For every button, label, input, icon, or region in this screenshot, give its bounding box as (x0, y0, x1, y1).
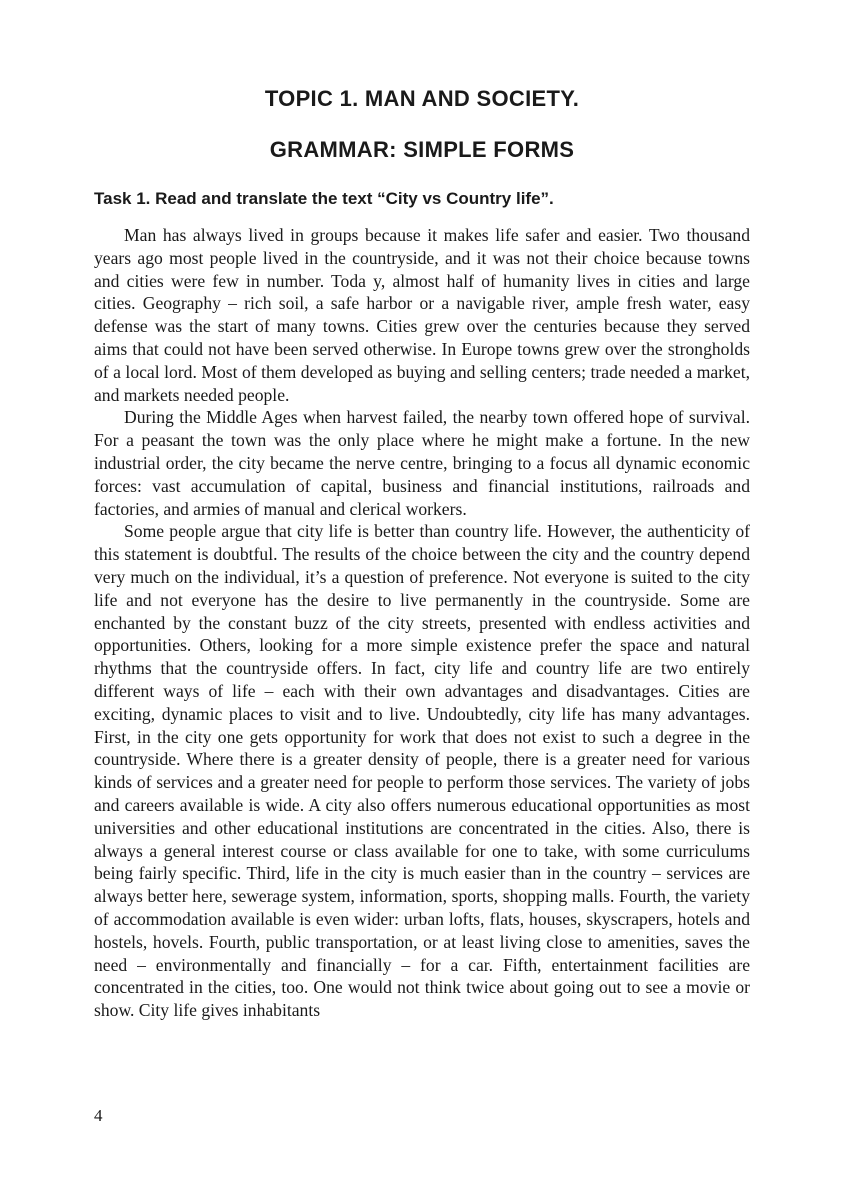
paragraph-1: Man has always lived in groups because it makes life safer and easier. Two thousand years ago most people lived in the countryside, and it was not their choice because towns and cities were few in number. Toda y, almost half of humanity lives in cities and large cities. Geography – rich soil, a safe harbor or a navigable river, ample fresh water, easy defense was the start of many towns. Cities grew over the centuries because they served aims that could not have been served otherwise. In Europe towns grew over the strongholds of a local lord. Most of them developed as buying and selling centers; trade needed a market, and markets needed people. (94, 225, 750, 405)
paragraph-2: During the Middle Ages when harvest failed, the nearby town offered hope of survival. For a peasant the town was the only place where he might make a fortune. In the new industrial order, the city became the nerve centre, bringing to a focus all dynamic economic forces: vast accumulation of capital, business and financial institutions, railroads and factories, and armies of manual and clerical workers. (94, 407, 750, 519)
paragraph-3: Some people argue that city life is better than country life. However, the authenticity of this statement is doubtful. The results of the choice between the city and the country depend very much on the individual, it’s a question of preference. Not everyone is suited to the city life and not everyone has the desire to live permanently in the countryside. Some are enchanted by the constant buzz of the city streets, presented with endless activities and opportunities. Others, looking for a more simple existence prefer the space and natural rhythms that the countryside offers. In fact, city life and country life are two entirely different ways of life – each with their own advantages and disadvantages. Cities are exciting, dynamic places to visit and to live. Undoubtedly, city life has many advantages. First, in the city one gets opportunity for work that does not exist to such a degree in the countryside. Where there is a greater density of people, there is a greater need for various kinds of services and a greater need for people to perform those services. The variety of jobs and careers available is wide. A city also offers numerous educational opportunities as most universities and other educational institutions are concentrated in the cities. Also, there is always a general interest course or class available for one to take, with some curriculums being fairly specific. Third, life in the city is much easier than in the country – services are always better here, sewerage system, information, sports, shopping malls. Fourth, the variety of accommodation available is even wider: urban lofts, flats, houses, skyscrapers, hotels and hostels, hovels. Fourth, public transportation, or at least living close to amenities, saves the need – environmentally and financially – for a car. Fifth, entertainment facilities are concentrated in the cities, too. One would not think twice about going out to see a movie or show. City life gives inhabitants (94, 521, 750, 1021)
grammar-heading: GRAMMAR: SIMPLE FORMS (269, 137, 575, 162)
article-body (94, 224, 750, 1022)
topic-heading: TOPIC 1. MAN AND SOCIETY. (264, 86, 580, 111)
page-number: 4 (94, 1106, 103, 1125)
task-title: Task 1. Read and translate the text “City vs Country life”. (94, 189, 554, 208)
